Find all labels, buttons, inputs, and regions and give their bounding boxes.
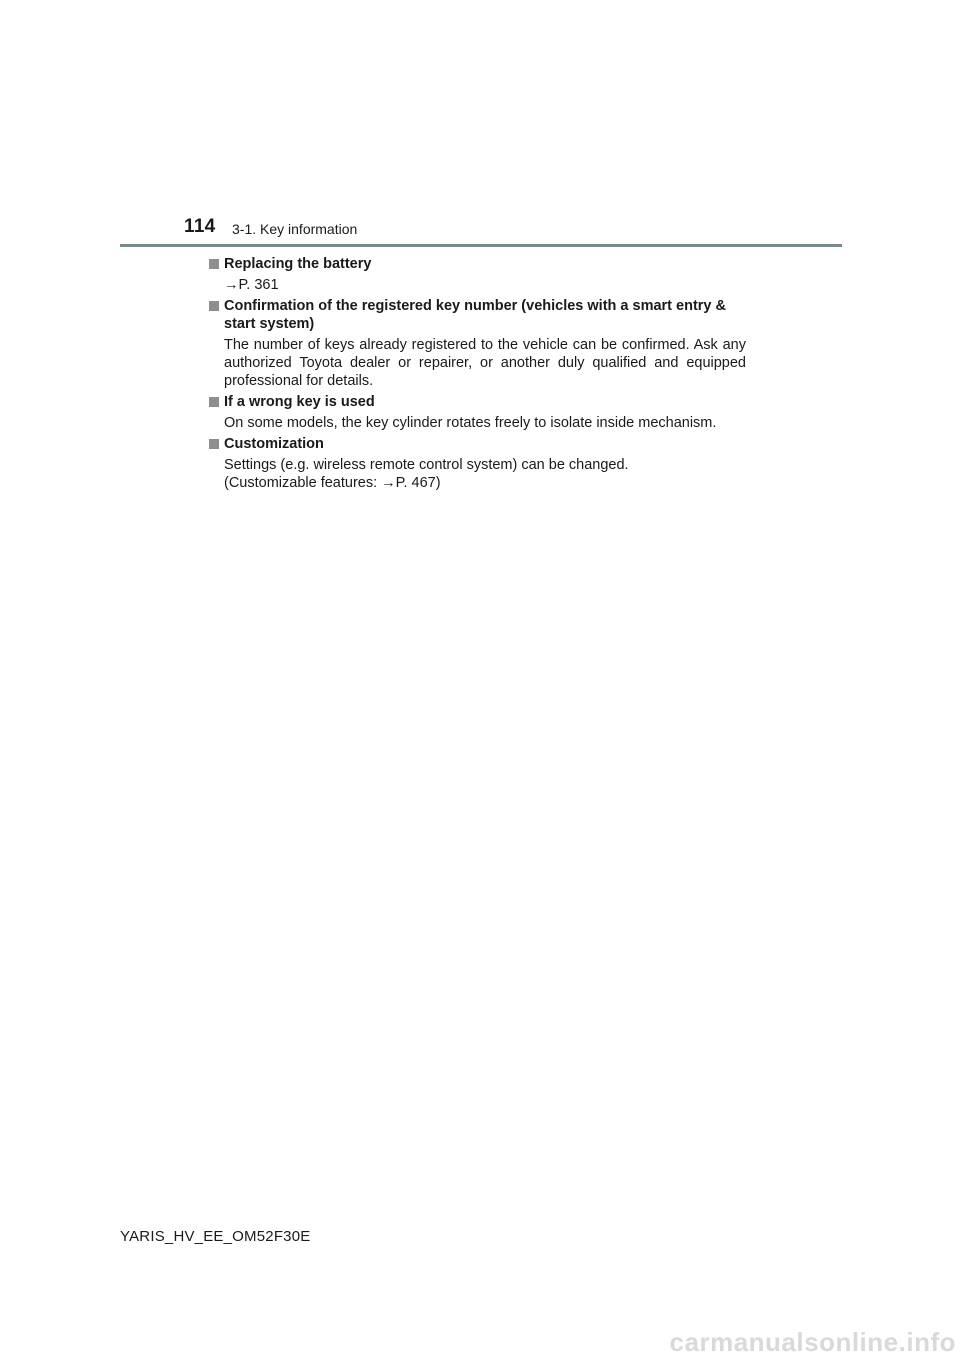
square-bullet-icon <box>209 301 219 311</box>
item-heading <box>209 393 746 411</box>
item-heading-text: If a wrong key is used <box>224 394 375 410</box>
item-body <box>224 414 746 432</box>
item-confirmation-key-number <box>209 297 746 390</box>
square-bullet-icon <box>209 259 219 269</box>
page-reference-link[interactable]: (Customizable features: →P. 467) <box>224 475 441 491</box>
item-heading-text: Replacing the battery <box>224 256 372 272</box>
item-heading-text: Confirmation of the registered key number (vehicles with a smart entry & start system) <box>224 298 726 332</box>
body-paragraph: On some models, the key cylinder rotates freely to isolate inside mechanism. <box>224 415 717 431</box>
header-rule <box>120 244 842 247</box>
section-title: 3-1. Key information <box>232 221 358 237</box>
item-replacing-battery <box>209 255 746 294</box>
item-heading <box>209 297 746 333</box>
square-bullet-icon <box>209 439 219 449</box>
item-heading-text: Customization <box>224 436 324 452</box>
body-paragraph: Settings (e.g. wireless remote control system) can be changed. <box>224 457 629 473</box>
body-paragraph: The number of keys already registered to the vehicle can be confirmed. Ask any authorized Toyota dealer or repairer, or another duly qualified and equipped professional for details. <box>224 337 746 389</box>
page-number: 114 <box>184 216 216 237</box>
item-heading <box>209 435 746 453</box>
item-wrong-key <box>209 393 746 432</box>
item-heading <box>209 255 746 273</box>
page-reference-link[interactable]: →P. 361 <box>224 277 279 293</box>
item-body <box>224 336 746 390</box>
content <box>209 255 746 495</box>
item-body <box>224 456 746 492</box>
square-bullet-icon <box>209 397 219 407</box>
item-customization <box>209 435 746 492</box>
item-body <box>224 276 746 294</box>
footer-manual-code: YARIS_HV_EE_OM52F30E <box>120 1228 311 1245</box>
watermark: carmanualsonline.info <box>669 1327 956 1357</box>
